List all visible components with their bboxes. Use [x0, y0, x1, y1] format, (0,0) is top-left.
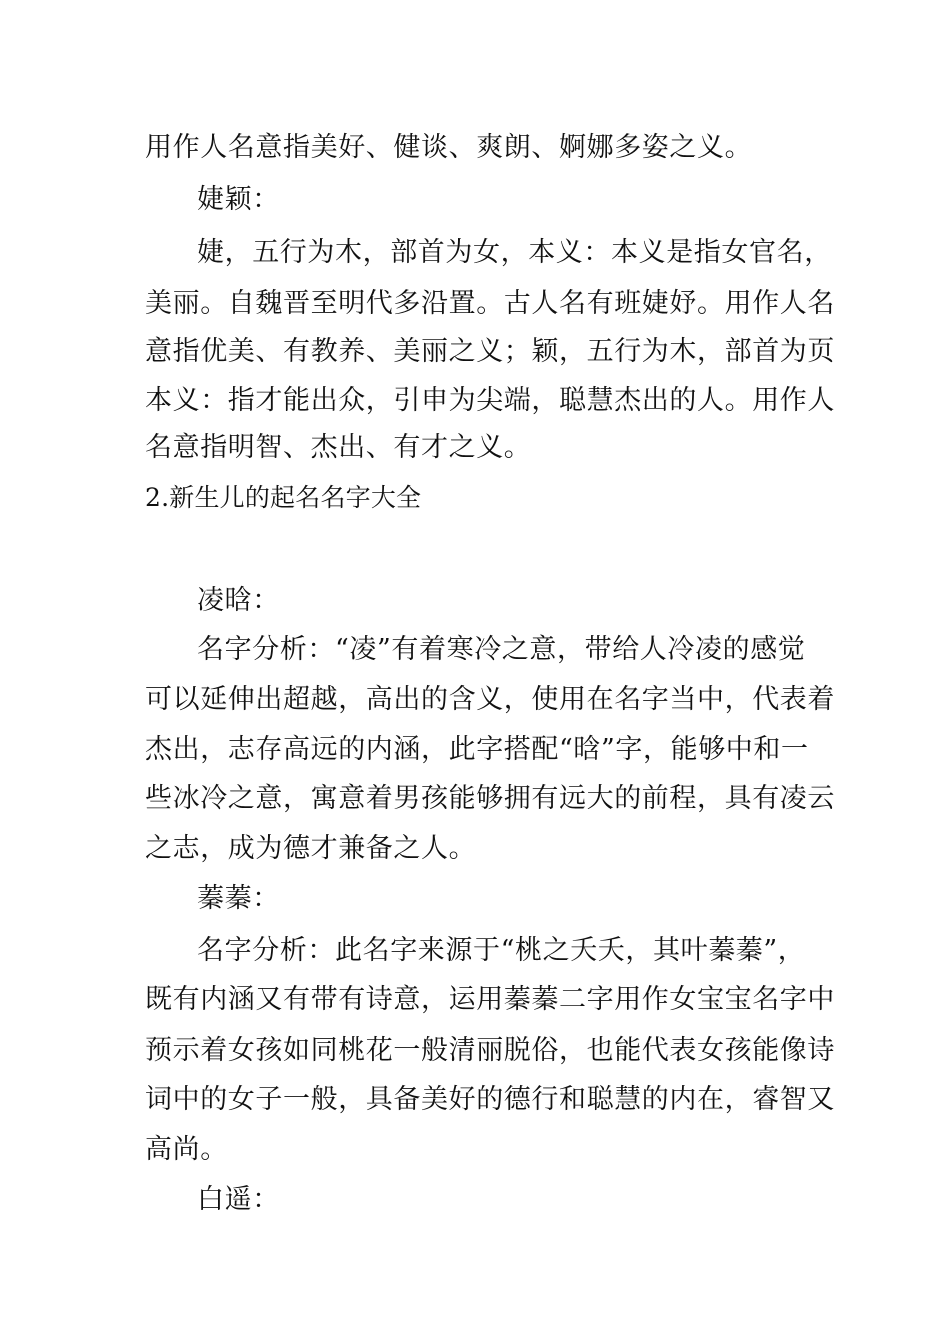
paragraph-line: 用作人名意指美好、健谈、爽朗、婀娜多姿之义。	[145, 132, 753, 163]
paragraph-line: 名意指明智、杰出、有才之义。	[145, 432, 532, 463]
name-heading-linghan: 凌晗：	[197, 585, 280, 616]
paragraph-line: 名字分析：此名字来源于“桃之夭夭，其叶蓁蓁”，	[197, 935, 806, 966]
name-heading-zhenzhen: 蓁蓁：	[197, 883, 280, 914]
paragraph-line: 可以延伸出超越，高出的含义，使用在名字当中，代表着	[145, 684, 835, 715]
paragraph-line: 之志，成为德才兼备之人。	[145, 833, 477, 864]
paragraph-line: 美丽。自魏晋至明代多沿置。古人名有班婕妤。用作人名	[145, 288, 835, 319]
name-heading-jieying: 婕颖：	[197, 184, 280, 215]
paragraph-line: 名字分析：“凌”有着寒冷之意，带给人冷凌的感觉	[197, 634, 806, 665]
paragraph-line: 高尚。	[145, 1134, 228, 1165]
paragraph-line: 既有内涵又有带有诗意，运用蓁蓁二字用作女宝宝名字中	[145, 984, 835, 1015]
section-heading: 2.新生儿的起名名字大全	[145, 483, 422, 512]
name-heading-baiyao: 白遥：	[197, 1184, 280, 1215]
paragraph-line: 预示着女孩如同桃花一般清丽脱俗，也能代表女孩能像诗	[145, 1035, 835, 1066]
paragraph-line: 婕，五行为木，部首为女，本义：本义是指女官名，	[197, 237, 832, 268]
paragraph-line: 词中的女子一般，具备美好的德行和聪慧的内在，睿智又	[145, 1084, 835, 1115]
paragraph-line: 意指优美、有教养、美丽之义；颖，五行为木，部首为页	[145, 336, 835, 367]
paragraph-line: 些冰冷之意，寓意着男孩能够拥有远大的前程，具有凌云	[145, 783, 835, 814]
paragraph-line: 杰出，志存高远的内涵，此字搭配“晗”字，能够中和一	[145, 734, 809, 765]
paragraph-line: 本义：指才能出众，引申为尖端，聪慧杰出的人。用作人	[145, 385, 835, 416]
